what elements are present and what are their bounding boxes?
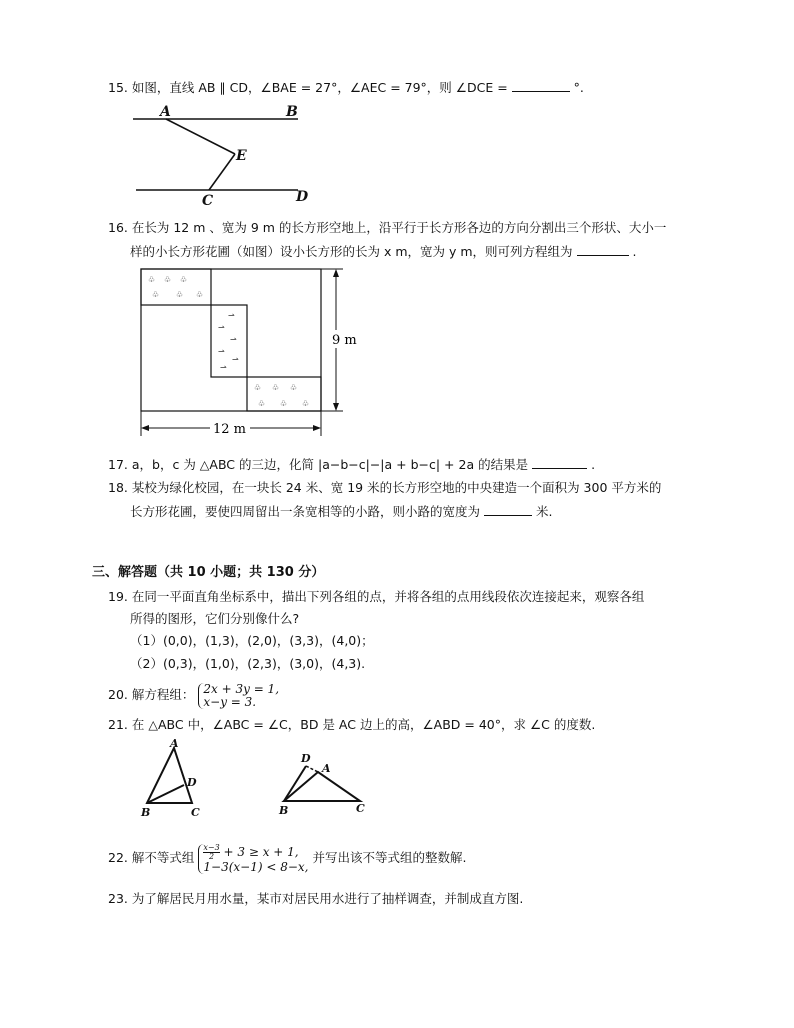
question-text: 解不等式组 <box>131 850 195 865</box>
label-A: A <box>170 737 179 750</box>
question-tail: . <box>632 244 637 259</box>
label-A: A <box>322 762 331 775</box>
equation-system <box>198 683 279 709</box>
question-20 <box>108 681 279 709</box>
question-16-line1 <box>108 220 666 236</box>
equation-2: x−y = 3. <box>203 694 257 709</box>
question-19-line1 <box>108 589 644 605</box>
flower-icons <box>148 275 309 408</box>
question-16-line2 <box>130 243 637 260</box>
height-label: 9 m <box>332 333 357 348</box>
question-text: a，b，c 为 △ABC 的三边，化简 |a−b−c|−|a + b−c| + 2a 的结果是 <box>131 457 529 472</box>
rectangle-garden-figure <box>138 266 378 446</box>
question-suffix: 并写出该不等式组的整数解. <box>312 850 467 865</box>
svg-text:⇀: ⇀ <box>228 311 235 320</box>
equation-1: 2x + 3y = 1, <box>203 681 280 696</box>
label-C: C <box>202 193 214 209</box>
question-number: 15. <box>108 80 128 95</box>
svg-text:♧: ♧ <box>196 290 204 299</box>
question-22 <box>108 840 466 876</box>
inequality-2: 1−3(x−1) < 8−x, <box>203 859 309 874</box>
question-17 <box>108 456 595 473</box>
question-15 <box>108 79 584 96</box>
question-tail: °. <box>573 80 584 95</box>
svg-text:⇀: ⇀ <box>218 323 225 332</box>
question-number: 20. <box>108 687 128 702</box>
question-text: 在同一平面直角坐标系中，描出下列各组的点，并将各组的点用线段依次连接起来，观察各组 <box>131 589 645 604</box>
question-number: 19. <box>108 589 128 604</box>
svg-text:♧: ♧ <box>272 383 280 392</box>
fraction: $\frac{x-3}{2}$ <box>203 842 220 861</box>
question-19-item2: （2）(0,3)，(1,0)，(2,3)，(3,0)，(4,3). <box>130 656 366 671</box>
label-D: D <box>301 752 311 765</box>
answer-blank <box>484 503 532 516</box>
question-number: 23. <box>108 891 128 906</box>
svg-text:⇀: ⇀ <box>232 355 239 364</box>
svg-text:♧: ♧ <box>258 399 266 408</box>
label-D: D <box>187 776 197 789</box>
label-B: B <box>141 806 151 819</box>
svg-text:♧: ♧ <box>290 383 298 392</box>
svg-text:♧: ♧ <box>302 399 310 408</box>
svg-text:♧: ♧ <box>254 383 262 392</box>
question-text: 长方形花圃，要使四周留出一条宽相等的小路，则小路的宽度为 <box>130 504 481 519</box>
label-D: D <box>296 189 309 205</box>
triangle-figure-1 <box>138 738 228 823</box>
inequality-1: $\frac{x-3}{2}$ + 3 ≥ x + 1, <box>203 842 299 861</box>
question-18-line1 <box>108 480 661 496</box>
question-19-line2: 所得的图形，它们分别像什么? <box>130 611 300 626</box>
question-tail: . <box>591 457 596 472</box>
question-number: 17. <box>108 457 128 472</box>
svg-text:♧: ♧ <box>280 399 288 408</box>
parallel-lines-figure <box>128 103 328 209</box>
question-text: 某校为绿化校园，在一块长 24 米、宽 19 米的长方形空地的中央建造一个面积为 300 平方米的 <box>131 480 662 495</box>
svg-text:♧: ♧ <box>164 275 172 284</box>
label-B: B <box>286 104 298 120</box>
question-text: 样的小长方形花圃（如图）设小长方形的长为 x m，宽为 y m，则可列方程组为 <box>130 244 573 259</box>
question-19-item1: （1）(0,0)，(1,3)，(2,0)，(3,3)，(4,0)； <box>130 633 374 648</box>
svg-text:♧: ♧ <box>176 290 184 299</box>
question-number: 16. <box>108 220 128 235</box>
svg-text:⇀: ⇀ <box>230 335 237 344</box>
question-text: 如图，直线 AB ∥ CD，∠BAE = 27°，∠AEC = 79°，则 ∠DCE = <box>131 80 508 95</box>
svg-text:♧: ♧ <box>148 275 156 284</box>
label-E: E <box>236 148 247 164</box>
question-text: 在长为 12 m 、宽为 9 m 的长方形空地上，沿平行于长方形各边的方向分割出三个形状、大小一 <box>131 220 667 235</box>
label-C: C <box>191 806 200 819</box>
label-B: B <box>279 804 289 817</box>
question-23 <box>108 891 523 907</box>
svg-text:♧: ♧ <box>152 290 160 299</box>
question-tail: 米. <box>535 504 553 519</box>
question-18-line2 <box>130 503 552 520</box>
answer-blank <box>577 243 629 256</box>
question-number: 18. <box>108 480 128 495</box>
width-label: 12 m <box>213 422 247 437</box>
inequality-system <box>198 844 308 874</box>
svg-text:⇀: ⇀ <box>218 347 225 356</box>
answer-blank <box>512 79 570 92</box>
answer-blank <box>532 456 587 469</box>
question-text: 解方程组： <box>131 687 195 702</box>
svg-text:♧: ♧ <box>180 275 188 284</box>
question-text: 在 △ABC 中，∠ABC = ∠C，BD 是 AC 边上的高，∠ABD = 40°，求 ∠C 的度数. <box>131 717 596 732</box>
section-3-title: 三、解答题（共 10 小题；共 130 分） <box>92 565 325 580</box>
svg-text:⇀: ⇀ <box>220 363 227 372</box>
triangle-figure-2 <box>276 748 376 833</box>
question-21 <box>108 717 595 733</box>
question-number: 21. <box>108 717 128 732</box>
label-A: A <box>160 104 171 120</box>
question-text: 为了解居民月用水量，某市对居民用水进行了抽样调查，并制成直方图. <box>131 891 524 906</box>
question-number: 22. <box>108 850 128 865</box>
label-C: C <box>356 802 365 815</box>
